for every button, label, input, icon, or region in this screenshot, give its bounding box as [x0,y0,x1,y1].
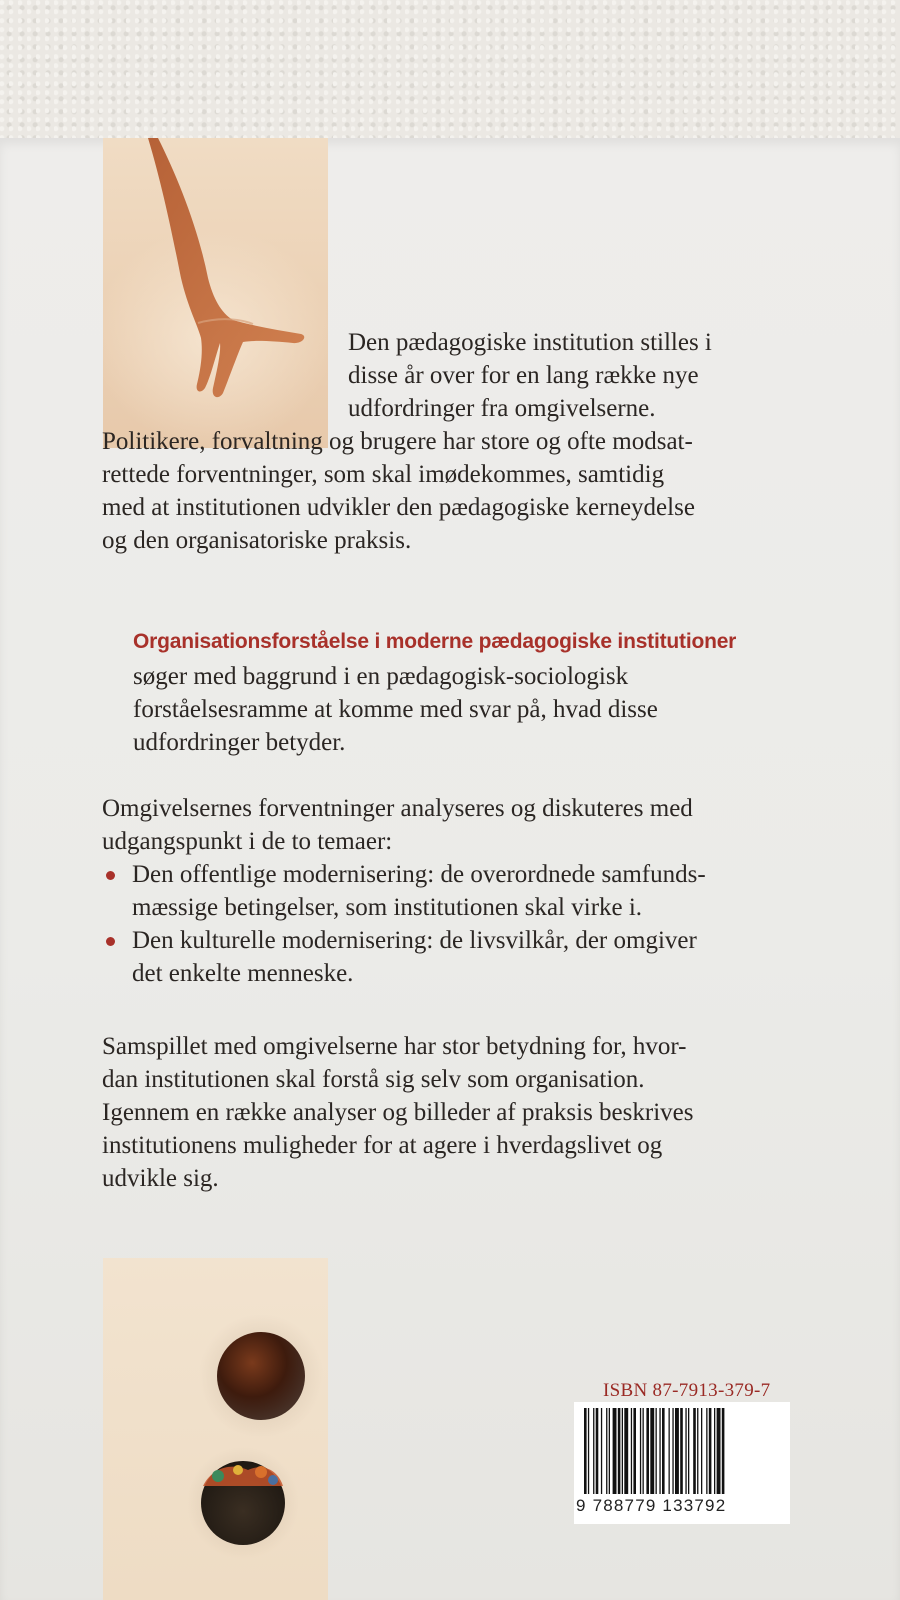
barcode-bar [601,1408,602,1494]
closing-paragraph [102,1030,693,1195]
barcode-bar [618,1408,621,1494]
barcode-bar [656,1408,657,1494]
list-item [102,924,706,990]
intro-paragraph-continued [102,425,695,557]
barcode-bar [701,1408,702,1494]
text-line: udvikle sig. [102,1165,219,1192]
text-line: det enkelte menneske. [132,960,354,987]
barcode-bar [593,1408,594,1494]
isbn-label: ISBN 87-7913-379-7 [603,1380,771,1401]
title-paragraph [133,660,658,759]
barcode-bar [722,1408,725,1494]
book-title: Organisationsforståelse i moderne pædagogiske institutioner [133,630,737,653]
barcode-bar [662,1408,665,1494]
barcode-bar [624,1408,628,1494]
text-line: Den kulturelle modernisering: de livsvilkår, der omgiver [132,927,697,954]
intro-paragraph [348,326,712,425]
text-line: Politikere, forvaltning og brugere har store og ofte modsat- [102,428,693,455]
text-line: og den organisatoriske praksis. [102,527,412,554]
themes-intro-paragraph [102,792,693,858]
barcode-bar [584,1408,587,1494]
text-line: udfordringer betyder. [133,729,346,756]
barcode-bar [650,1408,654,1494]
spheres-photo [103,1258,328,1600]
hand-illustration [103,138,328,448]
text-line: søger med baggrund i en pædagogisk-sociologisk [133,663,629,690]
barcode-bar [685,1408,686,1494]
text-line: Igennem en række analyser og billeder af praksis beskrives [102,1099,694,1126]
barcode-bar [643,1408,644,1494]
barcode-bar [706,1408,707,1494]
barcode-bar [622,1408,623,1494]
barcode-bar [596,1408,599,1494]
text-line: Omgivelsernes forventninger analyseres og diskuteres med [102,795,693,822]
bullet-icon [106,871,115,880]
barcode-bar [688,1408,689,1494]
barcode-bar [609,1408,610,1494]
barcode-bar [693,1408,696,1494]
text-line: udgangspunkt i de to temaer: [102,828,393,855]
barcode-bar [633,1408,636,1494]
text-line: udfordringer fra omgivelserne. [348,395,656,422]
barcode-bar [646,1408,649,1494]
bullet-icon [106,937,115,946]
barcode-bar [659,1408,660,1494]
barcode-bar [714,1408,715,1494]
barcode-bar [697,1408,698,1494]
text-line: disse år over for en lang række nye [348,362,699,389]
barcode-bar [588,1408,589,1494]
text-line: institutionens muligheder for at agere i hverdagslivet og [102,1132,663,1159]
text-line: Samspillet med omgivelserne har stor betydning for, hvor- [102,1033,687,1060]
barcode-bar [631,1408,632,1494]
barcode-bar [613,1408,617,1494]
text-line: forståelsesramme at komme med svar på, hvad disse [133,696,658,723]
text-line: Den pædagogiske institution stilles i [348,329,712,356]
barcode-bar [672,1408,673,1494]
table-surface [0,0,900,140]
spheres-illustration [103,1258,328,1600]
text-line: med at institutionen udvikler den pædagogiske kerneydelse [102,494,695,521]
text-line: rettede forventninger, som skal imødekommes, samtidig [102,461,665,488]
text-line: dan institutionen skal forstå sig selv som organisation. [102,1066,645,1093]
barcode-number: 9 788779 133792 [576,1496,727,1515]
barcode-bar [680,1408,683,1494]
barcode [574,1402,790,1524]
barcode-bar [606,1408,607,1494]
barcode-bar [717,1408,721,1494]
hand-photo [103,138,328,448]
barcode-bar [640,1408,641,1494]
barcode-bar [675,1408,679,1494]
barcode-bars [574,1402,790,1498]
themes-list [102,858,706,990]
barcode-bar [709,1408,712,1494]
text-line: Den offentlige modernisering: de overordnede samfunds- [132,861,706,888]
text-line: mæssige betingelser, som institutionen skal virke i. [132,894,643,921]
list-item [102,858,706,924]
barcode-bar [669,1408,670,1494]
